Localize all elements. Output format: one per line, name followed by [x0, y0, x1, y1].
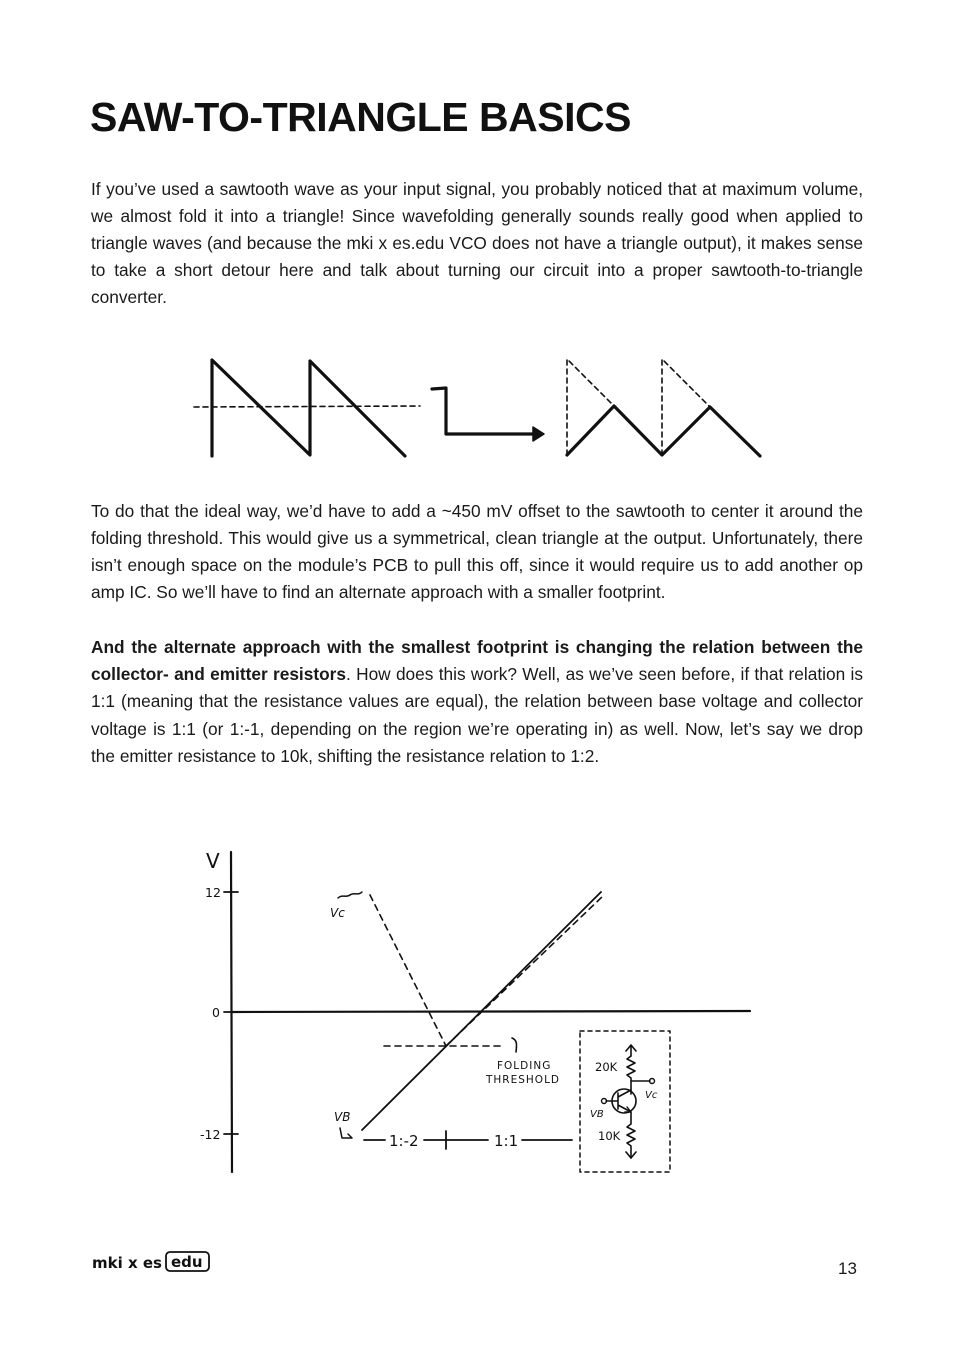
y-axis	[231, 852, 232, 1172]
vc-label: Vc	[330, 906, 345, 920]
transistor-base	[606, 1090, 631, 1112]
circuit-vc-label: Vc	[645, 1090, 658, 1101]
tick-label-12: 12	[205, 885, 221, 900]
logo-box-text: edu	[171, 1253, 203, 1271]
vb-pointer	[340, 1128, 352, 1138]
r-bottom-label: 10K	[598, 1129, 621, 1143]
page-number: 13	[838, 1259, 857, 1278]
ground-arrow	[626, 1152, 636, 1158]
vc-terminal	[650, 1079, 655, 1084]
resistor-20k	[627, 1056, 635, 1094]
transistor-body	[612, 1089, 636, 1113]
vb-terminal	[602, 1099, 607, 1104]
ratio-left-label: 1:-2	[389, 1132, 419, 1150]
vc-falling-dash	[370, 895, 446, 1046]
threshold-dash-line	[194, 406, 420, 407]
dashed-saw-outline	[567, 359, 710, 455]
vb-label: VB	[334, 1110, 351, 1124]
page-title: SAW-TO-TRIANGLE BASICS	[90, 94, 631, 140]
ratio-right-label: 1:1	[494, 1132, 519, 1150]
tick-label-neg12: -12	[200, 1127, 221, 1142]
supply-arrow	[626, 1045, 636, 1056]
offset-paragraph: To do that the ideal way, we’d have to add a ~450 mV offset to the sawtooth to center it around the folding threshold. This would give us a symmetrical, clean triangle at the output. Unfortunately, there isn’t enough space on the module’s PCB to pull this off, since it would require us to add another op amp IC. So we’ll have to find an alternate approach with a smaller footprint.	[91, 501, 863, 602]
arrow-head	[533, 427, 544, 441]
threshold-label-1: FOLDING	[497, 1060, 552, 1072]
y-axis-label: V	[206, 849, 220, 873]
sawtooth-wave	[212, 360, 405, 456]
vb-line	[362, 892, 601, 1130]
approach-bold-text: And the alternate approach with the smallest footprint is changing the relation between the collector- and emitter resistors	[91, 637, 863, 685]
approach-rest-text: . How does this work? Well, as we’ve seen before, if that relation is 1:1 (meaning that the resistance values are equal), the relation between base voltage and collector voltage is 1:1 (or 1:-1, depending on the region we’re operating in) as well. Now, let’s say we drop the emitter resistance to 10k, shifting the resistance relation to 1:2.	[91, 664, 863, 766]
threshold-label-2: THRESHOLD	[486, 1074, 560, 1086]
resistor-10k	[627, 1112, 635, 1158]
emitter-arrow	[625, 1107, 631, 1112]
vc-pointer	[338, 892, 362, 898]
approach-paragraph	[91, 634, 863, 770]
circuit-box	[580, 1031, 670, 1172]
intro-paragraph: If you’ve used a sawtooth wave as your input signal, you probably noticed that at maximum volume, we almost fold it into a triangle! Since wavefolding generally sounds really good when applied to triangle waves (and because the mki x es.edu VCO does not have a triangle output), it makes sense to take a short detour here and talk about turning our circuit into a proper sawtooth-to-triangle converter.	[91, 179, 863, 307]
triangle-wave	[567, 406, 760, 456]
r-top-label: 20K	[595, 1060, 618, 1074]
logo-text: mki x es	[92, 1254, 162, 1272]
circuit-vb-label: VB	[590, 1109, 604, 1120]
vc-rising-dash	[446, 896, 603, 1046]
brand-logo	[92, 1248, 222, 1278]
conversion-arrow	[432, 388, 533, 434]
threshold-pointer	[512, 1038, 517, 1052]
tick-label-0: 0	[212, 1005, 220, 1020]
zero-axis	[232, 1011, 750, 1012]
